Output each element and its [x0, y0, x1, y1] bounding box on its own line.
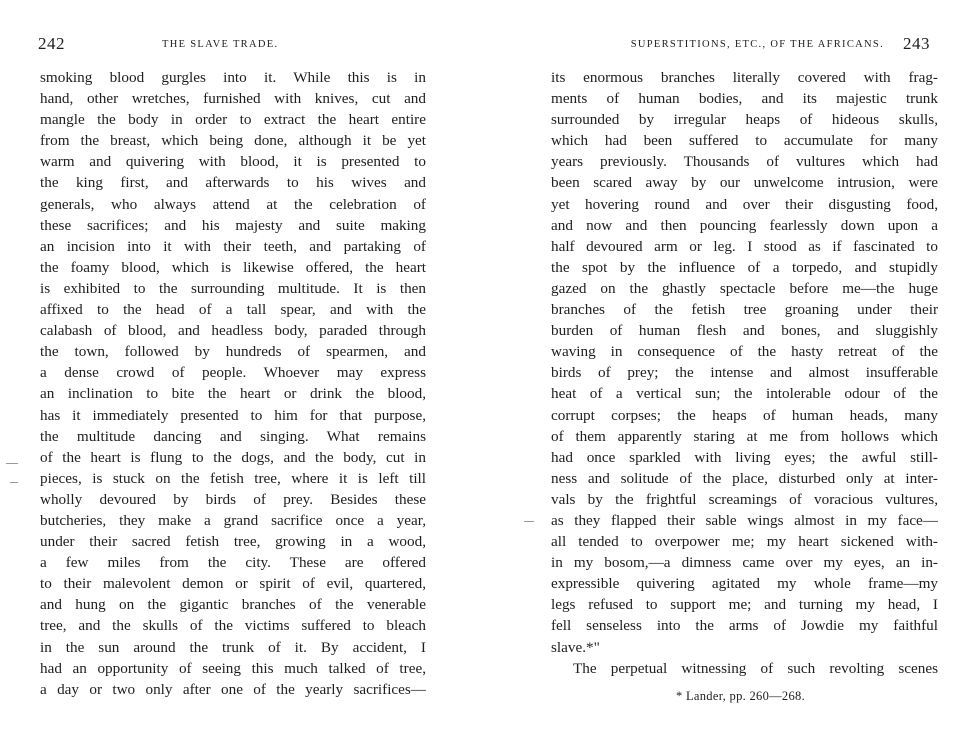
- text-line: these sacrifices; and his majesty and suite making: [40, 216, 426, 234]
- text-line: the town, followed by hundreds of spearmen, and: [40, 343, 426, 361]
- right-running-title: SUPERSTITIONS, ETC., OF THE AFRICANS.: [630, 39, 884, 50]
- text-line: a few miles from the city. These are offered: [40, 554, 426, 572]
- text-line: affixed to the head of a tall spear, and with the: [40, 301, 426, 319]
- text-line: a dense crowd of people. Whoever may express: [40, 364, 426, 382]
- left-page-header: [38, 34, 428, 54]
- margin-mark: [6, 463, 18, 464]
- text-line: legs refused to support me; and turning my head, I: [551, 596, 938, 614]
- text-line: is exhibited to the surrounding multitude. It is then: [40, 279, 426, 297]
- text-line: warm and quivering with blood, it is presented to: [40, 153, 426, 171]
- text-line: mangle the body in order to extract the heart entire: [40, 111, 426, 129]
- right-page-header: [582, 34, 930, 54]
- text-line: a day or two only after one of the yearly sacrifices—: [40, 680, 426, 698]
- text-line: yet hovering round and over their disgusting food,: [551, 195, 938, 213]
- left-running-title: THE SLAVE TRADE.: [162, 39, 279, 50]
- text-line: had an opportunity of seeing this much talked of tree,: [40, 659, 426, 677]
- right-page-text: [551, 67, 938, 679]
- text-line: branches of the fetish tree groaning under their: [551, 301, 938, 319]
- text-line: been scared away by our unwelcome intrusion, were: [551, 174, 938, 192]
- text-line: hand, other wretches, furnished with knives, cut and: [40, 90, 426, 108]
- text-line: in my bosom,—a dimness came over my eyes, an in-: [551, 554, 938, 572]
- text-line: surrounded by irregular heaps of hideous skulls,: [551, 111, 938, 129]
- text-line: an incision into it with their teeth, and partaking of: [40, 237, 426, 255]
- text-line: slave.*": [551, 638, 600, 656]
- text-line: has it immediately presented to him for that purpose,: [40, 406, 426, 424]
- text-line: tree, and the skulls of the victims suffered to bleach: [40, 617, 426, 635]
- right-page: [490, 0, 980, 742]
- margin-mark: [10, 482, 18, 483]
- text-line: gazed on the ghastly spectacle before me—the huge: [551, 279, 938, 297]
- margin-mark: [524, 521, 534, 522]
- left-page-text: [40, 67, 426, 700]
- text-line: smoking blood gurgles into it. While this is in: [40, 69, 426, 86]
- text-line: ness and solitude of the place, disturbed only at inter-: [551, 469, 938, 487]
- text-line: the multitude dancing and singing. What remains: [40, 427, 426, 445]
- text-line: as they flapped their sable wings almost in my face—: [551, 511, 938, 529]
- text-line: the foamy blood, which is likewise offered, the heart: [40, 258, 426, 276]
- text-line: from the breast, which being done, although it be yet: [40, 132, 426, 150]
- text-line: heat of a vertical sun; the intolerable odour of the: [551, 385, 938, 403]
- text-line: butcheries, they make a grand sacrifice once a year,: [40, 511, 426, 529]
- text-line: fell senseless into the arms of Jowdie my faithful: [551, 617, 938, 635]
- text-line: an inclination to bite the heart or drink the blood,: [40, 385, 426, 403]
- text-line: under their sacred fetish tree, growing in a wood,: [40, 533, 426, 551]
- text-line: to their malevolent demon or spirit of evil, quartered,: [40, 575, 426, 593]
- text-line: had once sparkled with living eyes; the awful still-: [551, 448, 938, 466]
- text-line: all tended to overpower me; my heart sickened with-: [551, 533, 938, 551]
- text-line: the king first, and afterwards to his wives and: [40, 174, 426, 192]
- text-line: waving in consequence of the hasty retreat of the: [551, 343, 938, 361]
- text-line: corrupt corpses; the heaps of human heads, many: [551, 406, 938, 424]
- text-line: years previously. Thousands of vultures which had: [551, 153, 938, 171]
- text-line: and now and then pouncing fearlessly down upon a: [551, 216, 938, 234]
- text-line: vals by the frightful screamings of voracious vultures,: [551, 490, 938, 508]
- text-line: ments of human bodies, and its majestic trunk: [551, 90, 938, 108]
- footnote: * Lander, pp. 260—268.: [676, 689, 805, 703]
- text-line: and hung on the gigantic branches of the venerable: [40, 596, 426, 614]
- text-line: birds of prey; the intense and almost insufferable: [551, 364, 938, 382]
- text-line: pieces, is stuck on the fetish tree, where it is left till: [40, 469, 426, 487]
- text-line: the spot by the influence of a torpedo, and stupidly: [551, 258, 938, 276]
- text-line: of the heart is flung to the dogs, and the body, cut in: [40, 448, 426, 466]
- text-line: of them apparently staring at me from hollows which: [551, 427, 938, 445]
- text-line: expressible quivering agitated my whole frame—my: [551, 575, 938, 593]
- text-line: its enormous branches literally covered with frag-: [551, 69, 938, 86]
- text-line: which had been suffered to accumulate for many: [551, 132, 938, 150]
- text-line: wholly devoured by birds of prey. Besides these: [40, 490, 426, 508]
- text-line: The perpetual witnessing of such revolting scenes: [573, 659, 938, 677]
- right-page-number: 243: [903, 34, 930, 53]
- text-line: generals, who always attend at the celebration of: [40, 195, 426, 213]
- text-line: calabash of blood, and headless body, paraded through: [40, 322, 426, 340]
- text-line: burden of human flesh and bones, and sluggishly: [551, 322, 938, 340]
- text-line: half devoured arm or leg. I stood as if fascinated to: [551, 237, 938, 255]
- left-page-number: 242: [38, 34, 65, 53]
- text-line: in the sun around the trunk of it. By accident, I: [40, 638, 426, 656]
